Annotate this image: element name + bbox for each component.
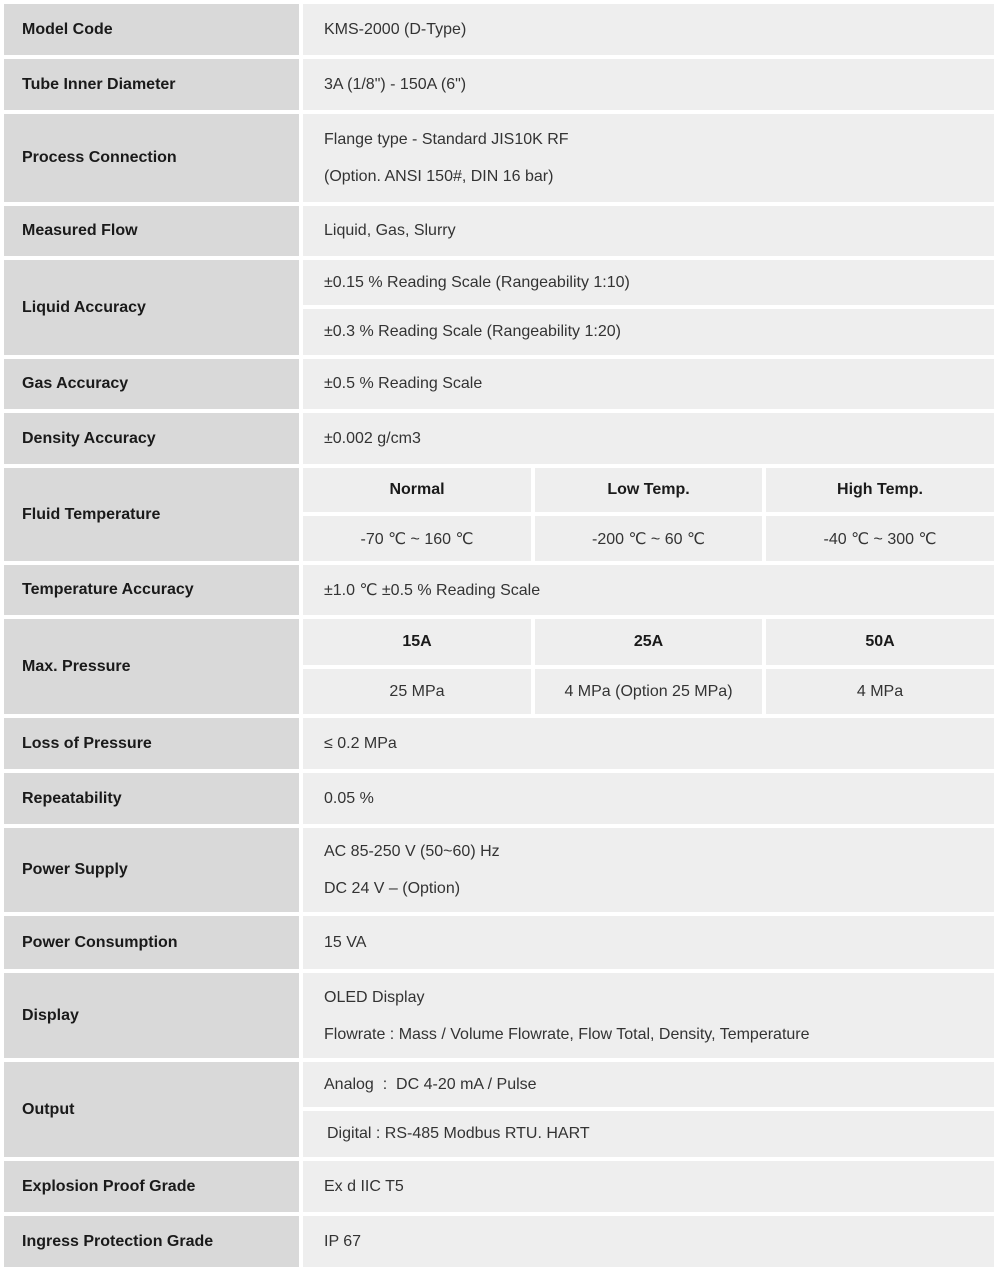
value-loss-of-pressure: ≤ 0.2 MPa [303, 718, 994, 769]
value-display [303, 973, 994, 1058]
row-power-consumption [4, 916, 994, 969]
label-process-connection: Process Connection [4, 114, 299, 202]
power-supply-line-1: AC 85-250 V (50~60) Hz [324, 843, 500, 860]
label-power-supply: Power Supply [4, 828, 299, 912]
fluid-temp-value-high: -40 ℃ ~ 300 ℃ [766, 516, 994, 561]
row-process-connection [4, 114, 994, 202]
fluid-temp-header-high: High Temp. [766, 468, 994, 512]
value-output-analog: Analog : DC 4-20 mA / Pulse [303, 1062, 994, 1107]
label-max-pressure: Max. Pressure [4, 619, 299, 714]
fluid-temp-value-low: -200 ℃ ~ 60 ℃ [535, 516, 762, 561]
fluid-temp-value-normal: -70 ℃ ~ 160 ℃ [303, 516, 531, 561]
label-tube-inner-diameter: Tube Inner Diameter [4, 59, 299, 110]
label-fluid-temperature: Fluid Temperature [4, 468, 299, 561]
label-loss-of-pressure: Loss of Pressure [4, 718, 299, 769]
row-tube-inner-diameter [4, 59, 994, 110]
value-gas-accuracy: ±0.5 % Reading Scale [303, 359, 994, 409]
label-ingress-protection-grade: Ingress Protection Grade [4, 1216, 299, 1267]
pressure-value-50a: 4 MPa [766, 669, 994, 714]
row-output [4, 1062, 994, 1157]
row-measured-flow [4, 206, 994, 256]
label-explosion-proof-grade: Explosion Proof Grade [4, 1161, 299, 1212]
row-gas-accuracy [4, 359, 994, 409]
power-supply-line-2: DC 24 V – (Option) [324, 880, 461, 897]
label-display: Display [4, 973, 299, 1058]
value-ingress-protection-grade: IP 67 [303, 1216, 994, 1267]
pressure-value-25a: 4 MPa (Option 25 MPa) [535, 669, 762, 714]
fluid-temp-header-low: Low Temp. [535, 468, 762, 512]
label-power-consumption: Power Consumption [4, 916, 299, 969]
row-liquid-accuracy [4, 260, 994, 355]
row-ingress-protection-grade [4, 1216, 994, 1267]
fluid-temp-header-normal: Normal [303, 468, 531, 512]
label-temperature-accuracy: Temperature Accuracy [4, 565, 299, 615]
value-output-digital: Digital : RS-485 Modbus RTU. HART [303, 1111, 994, 1157]
row-power-supply [4, 828, 994, 912]
display-line-2: Flowrate : Mass / Volume Flowrate, Flow Total, Density, Temperature [324, 1025, 810, 1043]
label-measured-flow: Measured Flow [4, 206, 299, 256]
pressure-value-15a: 25 MPa [303, 669, 531, 714]
process-connection-line-1: Flange type - Standard JIS10K RF [324, 131, 569, 148]
value-repeatability: 0.05 % [303, 773, 994, 824]
row-loss-of-pressure [4, 718, 994, 769]
value-temperature-accuracy: ±1.0 ℃ ±0.5 % Reading Scale [303, 565, 994, 615]
pressure-header-15a: 15A [303, 619, 531, 665]
value-measured-flow: Liquid, Gas, Slurry [303, 206, 994, 256]
row-model-code [4, 4, 994, 55]
row-fluid-temperature [4, 468, 994, 561]
value-liquid-accuracy-2: ±0.3 % Reading Scale (Rangeability 1:20) [303, 309, 994, 355]
value-density-accuracy: ±0.002 g/cm3 [303, 413, 994, 464]
value-power-consumption: 15 VA [303, 916, 994, 969]
value-tube-inner-diameter: 3A (1/8") - 150A (6") [303, 59, 994, 110]
process-connection-line-2: (Option. ANSI 150#, DIN 16 bar) [324, 168, 554, 185]
pressure-header-25a: 25A [535, 619, 762, 665]
label-repeatability: Repeatability [4, 773, 299, 824]
pressure-header-50a: 50A [766, 619, 994, 665]
label-density-accuracy: Density Accuracy [4, 413, 299, 464]
label-model-code: Model Code [4, 4, 299, 55]
row-density-accuracy [4, 413, 994, 464]
value-liquid-accuracy-1: ±0.15 % Reading Scale (Rangeability 1:10) [303, 260, 994, 305]
row-explosion-proof-grade [4, 1161, 994, 1212]
label-liquid-accuracy: Liquid Accuracy [4, 260, 299, 355]
label-output: Output [4, 1062, 299, 1157]
row-temperature-accuracy [4, 565, 994, 615]
value-process-connection [303, 114, 994, 202]
row-display [4, 973, 994, 1058]
row-max-pressure [4, 619, 994, 714]
value-power-supply [303, 828, 994, 912]
value-model-code: KMS-2000 (D-Type) [303, 4, 994, 55]
label-gas-accuracy: Gas Accuracy [4, 359, 299, 409]
row-repeatability [4, 773, 994, 824]
value-explosion-proof-grade: Ex d IIC T5 [303, 1161, 994, 1212]
display-line-1: OLED Display [324, 988, 425, 1006]
